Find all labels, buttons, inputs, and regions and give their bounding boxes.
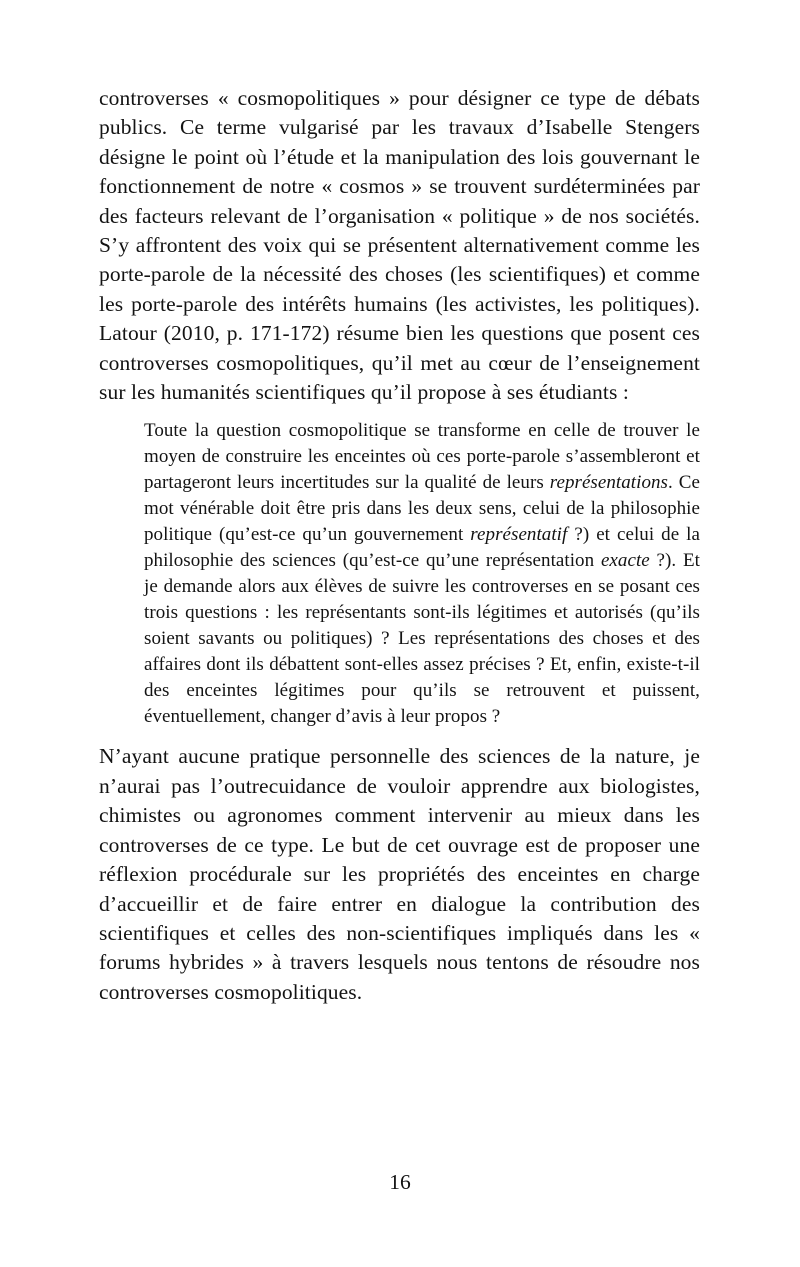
latour-block-quote: Toute la question cosmopolitique se transforme en celle de trouver le moyen de construire les enceintes où ces porte-parole s’assembleront et partageront leurs incertitudes sur la qualité de leurs représentations. Ce mot vénérable doit être pris dans les deux sens, celui de la philosophie politique (qu’est-ce qu’un gouvernement représentatif ?) et celui de la philosophie des sciences (qu’est-ce qu’une représentation exacte ?). Et je demande alors aux élèves de suivre les controverses en se posant ces trois questions : les représentants sont-ils légitimes et autorisés (qu’ils soient savants ou politiques) ? Les représentations des choses et des affaires dont ils débattent sont-elles assez précises ? Et, enfin, existe-t-il des enceintes légitimes pour qu’ils se retrouvent et puissent, éventuellement, changer d’avis à leur propos ?	[144, 420, 700, 728]
paragraph-intro: controverses « cosmopolitiques » pour désigner ce type de débats publics. Ce terme vulgarisé par les travaux d’Isabelle Stengers désigne le point où l’étude et la manipulation des lois gouvernant le fonctionnement de notre « cosmos » se trouvent surdéterminées par des facteurs relevant de l’organisation « politique » de nos sociétés. S’y affrontent des voix qui se présentent alternativement comme les porte-parole de la nécessité des choses (les scientifiques) et comme les porte-parole des intérêts humains (les activistes, les politiques). Latour (2010, p. 171-172) résume bien les questions que posent ces controverses cosmopolitiques, qu’il met au cœur de l’enseignement sur les humanités scientifiques qu’il propose à ses étudiants :	[99, 86, 700, 405]
paragraph-conclusion: N’ayant aucune pratique personnelle des sciences de la nature, je n’aurai pas l’outrecuidance de vouloir apprendre aux biologistes, chimistes ou agronomes comment intervenir au mieux dans les controverses de ce type. Le but de cet ouvrage est de proposer une réflexion procédurale sur les propriétés des enceintes en charge d’accueillir et de faire entrer en dialogue la contribution des scientifiques et celles des non-scientifiques impliqués dans les « forums hybrides » à travers lesquels nous tentons de résoudre nos controverses cosmopolitiques.	[99, 744, 700, 1004]
page-text-block	[99, 84, 700, 1007]
page-footer	[0, 1168, 800, 1197]
page-number: 16	[389, 1170, 411, 1194]
